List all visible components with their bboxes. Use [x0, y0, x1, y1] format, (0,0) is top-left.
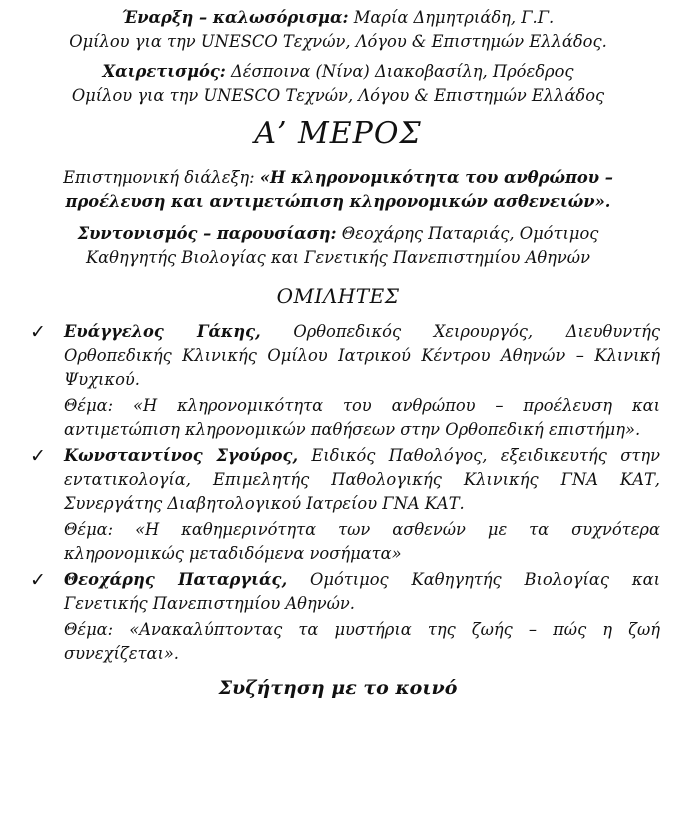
greeting-line [14, 60, 662, 84]
speaker-item [14, 320, 662, 442]
lecture-title-2: προέλευση και αντιμετώπιση κληρονομικών ασθενειών». [65, 192, 611, 211]
opening-text: Μαρία Δημητριάδη, Γ.Γ. [353, 8, 555, 27]
speaker-name: Κωνσταντίνος Σγούρος, [64, 446, 299, 465]
greeting-label: Χαιρετισμός: [102, 62, 226, 81]
greeting-line2: Ομίλου για την UNESCO Τεχνών, Λόγου & Επιστημών Ελλάδος [71, 86, 605, 105]
coordination-label: Συντονισμός – παρουσίαση: [77, 224, 337, 243]
coordination-line [14, 222, 662, 246]
speaker-description: Ομότιμος Καθηγητής Βιολογίας και Γενετικής Πανεπιστημίου Αθηνών. [64, 570, 660, 613]
speaker-item [14, 568, 662, 666]
speaker-theme: Θέμα: «Η κληρονομικότητα του ανθρώπου – προέλευση και αντιμετώπιση κληρονομικών παθήσεων στην Ορθοπεδική επιστήμη». [64, 396, 660, 439]
greeting-block [14, 60, 662, 108]
speaker-bio [64, 320, 660, 392]
opening-line [14, 6, 662, 30]
speaker-description: Ορθοπεδικός Χειρουργός, Διευθυντής Ορθοπεδικής Κλινικής Ομίλου Ιατρικού Κέντρου Αθηνών – Κλινική Ψυχικού. [64, 322, 660, 389]
opening-label: Έναρξη – καλωσόρισμα: [121, 8, 349, 27]
lecture-title-1: «Η κληρονομικότητα του ανθρώπου – [259, 168, 613, 187]
coordination-block [14, 222, 662, 270]
opening-line2: Ομίλου για την UNESCO Τεχνών, Λόγου & Επιστημών Ελλάδος. [69, 32, 607, 51]
speaker-item [14, 444, 662, 566]
speaker-name: Ευάγγελος Γάκης, [64, 322, 261, 341]
opening-block [14, 6, 662, 54]
greeting-text: Δέσποινα (Νίνα) Διακοβασίλη, Πρόεδρος [230, 62, 574, 81]
speaker-theme: Θέμα: «Η καθημερινότητα των ασθενών με τα συχνότερα κληρονομικώς μεταδιδόμενα νοσήματα» [64, 520, 660, 563]
discussion-heading: Συζήτηση με το κοινό [218, 677, 458, 699]
speakers-heading: ΟΜΙΛΗΤΕΣ [276, 284, 400, 308]
checkmark-icon: ✓ [30, 569, 46, 591]
lecture-line1 [14, 166, 662, 190]
lecture-label: Επιστημονική διάλεξη: [63, 168, 255, 187]
speaker-bio [64, 568, 660, 616]
coordination-text: Θεοχάρης Παταριάς, Ομότιμος [341, 224, 599, 243]
coordination-line2: Καθηγητής Βιολογίας και Γενετικής Πανεπιστημίου Αθηνών [86, 248, 590, 267]
lecture-block [14, 166, 662, 214]
speaker-name: Θεοχάρης Παταργιάς, [64, 570, 288, 589]
checkmark-icon: ✓ [30, 321, 46, 343]
checkmark-icon: ✓ [30, 445, 46, 467]
speaker-description: Ειδικός Παθολόγος, εξειδικευτής στην εντατικολογία, Επιμελητής Παθολογικής Κλινικής ΓΝΑ ΚΑΤ, Συνεργάτης Διαβητολογικού Ιατρείου ΓΝΑ ΚΑΤ. [64, 446, 660, 513]
speaker-theme: Θέμα: «Ανακαλύπτοντας τα μυστήρια της ζωής – πώς η ζωή συνεχίζεται». [64, 620, 660, 663]
part-heading: Α’ ΜΕΡΟΣ [254, 116, 422, 151]
speaker-bio [64, 444, 660, 516]
